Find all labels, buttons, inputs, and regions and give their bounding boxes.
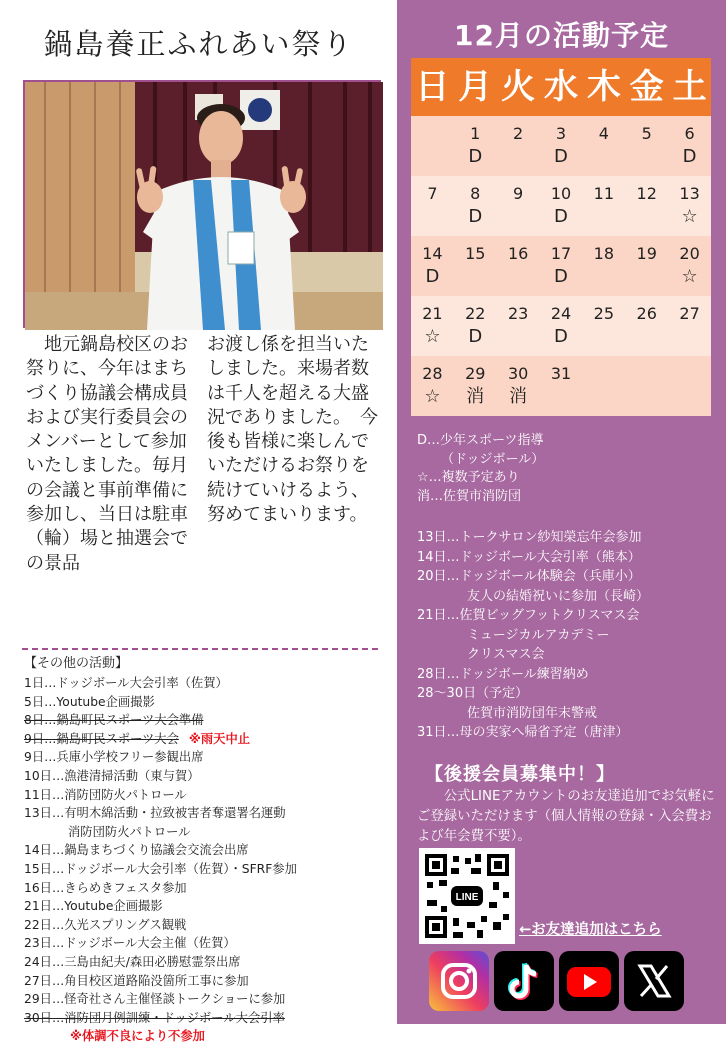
calendar-day-number: 26 xyxy=(636,304,657,323)
calendar-day-cell xyxy=(668,356,711,416)
calendar-day-cell xyxy=(497,296,540,356)
other-activities-heading: 【その他の活動】 xyxy=(24,656,129,671)
instagram-button[interactable] xyxy=(429,951,489,1011)
calendar-week-row xyxy=(411,356,711,416)
instagram-icon xyxy=(429,951,489,1011)
activity-item: 1日…ドッジボール大会引率（佐賀） xyxy=(24,676,228,690)
x-button[interactable] xyxy=(624,951,684,1011)
calendar-day-cell xyxy=(411,176,454,236)
calendar-day-mark: D xyxy=(554,326,568,347)
calendar-day-number: 25 xyxy=(593,304,615,323)
supporter-recruit-title: 【後援会員募集中！】 xyxy=(425,764,615,785)
calendar-day-number: 18 xyxy=(593,244,615,263)
activity-item: 9日…兵庫小学校フリー参観出席 xyxy=(24,750,204,765)
activity-item: 15日…ドッジボール大会引率（佐賀）・SFRF参加 xyxy=(24,861,297,876)
calendar-day-number: 17 xyxy=(550,244,572,263)
calendar-day-cell xyxy=(454,236,497,296)
calendar-day-cell xyxy=(582,176,625,236)
article-title: 鍋島養正ふれあい祭り xyxy=(43,27,354,61)
calendar-day-cell xyxy=(668,296,711,356)
weekday-thu: 木 xyxy=(586,67,621,107)
calendar-legend xyxy=(417,432,717,506)
event-item-continuation: 友人の結婚祝いに参加（長崎） xyxy=(467,588,650,604)
right-column xyxy=(397,0,726,1024)
event-item: 21日…佐賀ビッグフットクリスマス会 xyxy=(417,608,640,623)
calendar-day-number: 19 xyxy=(636,244,657,263)
activity-item: 14日…鍋島まちづくり協議会交流会出席 xyxy=(24,843,249,858)
calendar-day-mark: D xyxy=(682,146,697,167)
activity-item-cancelled: 30日…消防団月例訓練・ドッジボール大会引率 xyxy=(24,1010,285,1025)
calendar-day-cell xyxy=(625,176,668,236)
calendar-week-row xyxy=(411,176,711,236)
event-item: 13日…トークサロン紗知榮忘年会参加 xyxy=(417,530,642,545)
activity-item: 11日…消防団防火パトロール xyxy=(24,787,187,802)
calendar-day-mark: D xyxy=(468,146,483,167)
weekday-mon: 月 xyxy=(458,67,493,107)
activity-item-continuation: 消防団防火パトロール xyxy=(68,824,191,839)
calendar-day-number: 12 xyxy=(636,184,657,203)
calendar-day-cell xyxy=(411,236,454,296)
qr-line-label: LINE xyxy=(455,892,479,903)
calendar-week-row xyxy=(411,296,711,356)
calendar-day-cell xyxy=(625,236,668,296)
calendar-day-number: 14 xyxy=(422,244,443,263)
activity-item-cancelled: 8日…鍋島町民スポーツ大会準備 xyxy=(24,713,204,728)
calendar-day-mark: D xyxy=(554,146,568,167)
calendar-day-cell xyxy=(454,116,497,176)
weekday-wed: 水 xyxy=(543,67,578,107)
youtube-button[interactable] xyxy=(559,951,619,1011)
calendar-day-mark: D xyxy=(554,206,568,227)
calendar-day-number: 8 xyxy=(470,184,481,203)
calendar-day-number: 7 xyxy=(427,184,438,203)
calendar-day-number: 22 xyxy=(465,304,486,323)
calendar-day-number: 24 xyxy=(550,304,572,323)
december-events xyxy=(417,528,717,743)
event-photo xyxy=(23,80,381,328)
event-item: 28～30日（予定） xyxy=(417,686,529,701)
calendar-day-cell xyxy=(454,176,497,236)
article-text-column-1: 地元鍋島校区のお祭りに、今年はまちづくり協議会構成員および実行委員会のメンバーとして参加いたしました。毎月の会議と事前準備に参加し、当日は駐車（輪）場と抽選会での景品 xyxy=(26,334,188,574)
calendar-day-mark: ☆ xyxy=(424,386,441,407)
calendar-day-number: 9 xyxy=(513,184,524,203)
calendar-day-cell xyxy=(582,236,625,296)
calendar-day-cell xyxy=(497,176,540,236)
calendar-day-number: 4 xyxy=(598,124,609,143)
calendar-weekday-header xyxy=(411,58,711,116)
calendar-day-number: 30 xyxy=(507,364,529,383)
legend-item: （ドッジボール） xyxy=(441,451,545,467)
event-item: 28日…ドッジボール練習納め xyxy=(417,666,589,682)
event-item: 31日…母の実家へ帰省予定（唐津） xyxy=(417,725,629,740)
activity-item-cancelled: 9日…鍋島町民スポーツ大会 ※雨天中止 xyxy=(24,731,251,746)
weekday-fri: 金 xyxy=(629,67,664,107)
legend-item: 消…佐賀市消防団 xyxy=(417,488,522,504)
activity-item: 13日…有明木綿活動・拉致被害者奪還署名運動 xyxy=(24,806,286,821)
calendar-day-cell xyxy=(454,356,497,416)
calendar-day-mark: 消 xyxy=(466,386,485,407)
add-friend-link[interactable]: ←お友達追加はこちら xyxy=(519,922,662,938)
calendar-day-mark: ☆ xyxy=(681,206,698,227)
calendar-day-cell xyxy=(411,356,454,416)
calendar-day-cell xyxy=(668,176,711,236)
tiktok-icon xyxy=(494,951,554,1011)
x-icon xyxy=(624,951,684,1011)
calendar-day-number: 29 xyxy=(465,364,486,383)
calendar-day-cell xyxy=(582,116,625,176)
activity-item: 29日…怪奇社さん主催怪談トークショーに参加 xyxy=(24,992,286,1007)
activity-item: 22日…久光スプリングス観戦 xyxy=(24,917,187,932)
calendar-day-cell xyxy=(668,116,711,176)
calendar-day-cell xyxy=(582,356,625,416)
calendar-day-number: 6 xyxy=(684,124,695,143)
calendar-day-cell xyxy=(540,116,583,176)
rain-cancel-note: ※雨天中止 xyxy=(188,731,251,746)
calendar-day-cell xyxy=(540,356,583,416)
activity-item: 23日…ドッジボール大会主催（佐賀） xyxy=(24,936,236,951)
calendar-day-cell xyxy=(540,236,583,296)
article-text-column-2 xyxy=(207,333,379,527)
qr-code-icon xyxy=(423,852,511,940)
calendar-day-number: 23 xyxy=(507,304,529,323)
calendar-day-cell xyxy=(454,296,497,356)
calendar-day-mark: ☆ xyxy=(681,266,698,287)
calendar-day-cell xyxy=(625,356,668,416)
legend-item: D…少年スポーツ指導 xyxy=(417,433,544,448)
calendar-body xyxy=(411,116,711,416)
event-item: 20日…ドッジボール体験会（兵庫小） xyxy=(417,569,641,584)
calendar-day-mark: D xyxy=(468,206,483,227)
tiktok-button[interactable] xyxy=(494,951,554,1011)
calendar-day-number: 31 xyxy=(550,364,572,383)
calendar-day-number: 5 xyxy=(641,124,652,143)
other-activities xyxy=(24,654,384,1046)
calendar-day-number: 2 xyxy=(513,124,524,143)
event-item: 14日…ドッジボール大会引率（熊本） xyxy=(417,549,641,565)
weekday-sun: 日 xyxy=(415,67,450,107)
calendar-day-number: 15 xyxy=(465,244,486,263)
calendar-day-cell xyxy=(540,296,583,356)
calendar-day-number: 3 xyxy=(555,124,567,143)
calendar-day-cell xyxy=(625,116,668,176)
activity-item: 21日…Youtube企画撮影 xyxy=(24,899,163,914)
event-item-continuation: 佐賀市消防団年末警戒 xyxy=(467,705,598,721)
calendar-day-cell xyxy=(582,296,625,356)
calendar-day-cell xyxy=(411,116,454,176)
calendar-day-number: 11 xyxy=(593,184,615,203)
calendar-day-cell xyxy=(497,236,540,296)
calendar-day-cell xyxy=(625,296,668,356)
monthly-calendar xyxy=(411,58,711,416)
calendar-day-mark: D xyxy=(554,266,568,287)
sick-cancel-note: ※体調不良により不参加 xyxy=(70,1029,205,1044)
calendar-day-cell xyxy=(497,116,540,176)
section-divider xyxy=(22,648,378,650)
calendar-day-mark: 消 xyxy=(509,386,528,407)
activity-item: 24日…三島由紀夫/森田必勝慰霊祭出席 xyxy=(24,954,241,969)
calendar-day-number: 1 xyxy=(470,124,481,143)
calendar-day-number: 10 xyxy=(550,184,572,203)
calendar-day-number: 27 xyxy=(679,304,700,323)
calendar-day-cell xyxy=(540,176,583,236)
event-item-continuation: クリスマス会 xyxy=(467,647,545,662)
calendar-week-row xyxy=(411,116,711,176)
supporter-recruit-text: 公式LINEアカウントのお友達追加でお気軽にご登録いただけます（個人情報の登録・入会費および年会費不要）。 xyxy=(417,789,715,844)
calendar-week-row xyxy=(411,236,711,296)
activity-item: 16日…きらめきフェスタ参加 xyxy=(24,880,187,895)
line-qr-code[interactable] xyxy=(419,848,515,944)
calendar-day-cell xyxy=(497,356,540,416)
calendar-day-mark: D xyxy=(468,326,483,347)
calendar-day-mark: D xyxy=(425,266,440,287)
activity-item: 5日…Youtube企画撮影 xyxy=(24,694,155,709)
youtube-icon xyxy=(559,951,619,1011)
calendar-day-number: 13 xyxy=(679,184,700,203)
calendar-day-cell xyxy=(411,296,454,356)
calendar-day-number: 16 xyxy=(507,244,529,263)
calendar-day-mark: ☆ xyxy=(424,326,441,347)
event-item-continuation: ミュージカルアカデミー xyxy=(467,627,610,643)
calendar-day-number: 28 xyxy=(422,364,443,383)
calendar-day-number: 21 xyxy=(422,304,443,323)
article-text-column-2-body: お渡し係を担当いたしました。来場者数は千人を超える大盛況でありました。 今後も皆様に楽しんでいただけるお祭りを続けていけるよう、努めてまいります。 xyxy=(207,334,378,526)
legend-item: ☆…複数予定あり xyxy=(417,470,520,485)
activity-item: 10日…漁港清掃活動（東与賀） xyxy=(24,768,200,783)
weekday-sat: 土 xyxy=(672,67,707,107)
activity-item: 27日…角目校区道路陥没箇所工事に参加 xyxy=(24,973,249,988)
calendar-day-number: 20 xyxy=(679,244,700,263)
calendar-title: 12月の活動予定 xyxy=(454,19,669,52)
calendar-day-cell xyxy=(668,236,711,296)
weekday-tue: 火 xyxy=(501,67,536,107)
